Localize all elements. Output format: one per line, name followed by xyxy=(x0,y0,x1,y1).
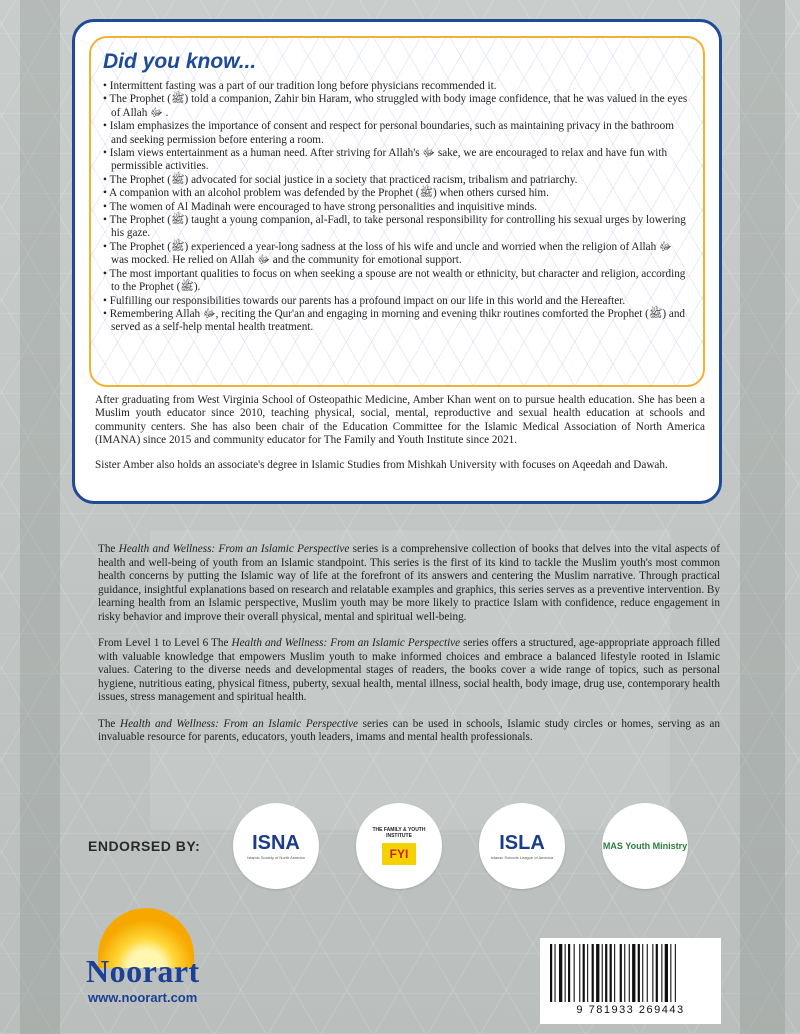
background-pillar xyxy=(20,0,60,1034)
barcode-bar xyxy=(661,944,662,1002)
barcode-bar xyxy=(587,944,588,1002)
barcode-bar xyxy=(568,944,570,1002)
fact-item: • The women of Al Madinah were encouraged to have strong personalities and inquisitive minds. xyxy=(103,201,689,214)
fact-item: • The Prophet (ﷺ) told a companion, Zahir bin Haram, who struggled with body image confidence, that he was valued in the eyes of Allah ﷻ . xyxy=(103,93,689,120)
description-paragraph xyxy=(98,543,720,624)
barcode-bar xyxy=(605,944,607,1002)
isla-logo xyxy=(479,803,565,889)
mas-logo-text: MAS Youth Ministry xyxy=(602,841,688,851)
barcode-bar xyxy=(620,944,622,1002)
mas-youth-logo xyxy=(602,803,688,889)
barcode-bar xyxy=(652,944,653,1002)
did-you-know-panel xyxy=(89,36,705,387)
fyi-logo-ring-text: THE FAMILY & YOUTH INSTITUTE xyxy=(372,827,426,839)
text-run: The xyxy=(98,543,119,555)
barcode-bar xyxy=(675,944,676,1002)
barcode-bar xyxy=(559,944,562,1002)
did-you-know-title: Did you know... xyxy=(103,50,257,73)
barcode-bar xyxy=(550,944,552,1002)
barcode-bar xyxy=(632,944,635,1002)
text-run: The xyxy=(98,717,120,730)
barcode-bar xyxy=(602,944,603,1002)
barcode-bar xyxy=(656,944,658,1002)
barcode-bar xyxy=(565,944,566,1002)
text-run: series offers a structured, age-appropriate approach filled with valuable knowledge that empowers Muslim youth to make informed choices and embrace a balanced lifestyle rooted in Islamic values. Catering to the diverse needs and developmental stages of readers, the books cover a wide range of topics, such as personal hygiene, nutritious eating, physical fitness, puberty, sexual health, mental illness, social health, body image, drug use, contemporary health issues, stress management and spiritual health. xyxy=(98,637,720,703)
isbn-barcode xyxy=(540,938,721,1024)
publisher-name: Noorart xyxy=(86,953,200,989)
isna-logo-subtext: Islamic Society of North America xyxy=(247,855,305,860)
barcode-bar xyxy=(624,944,625,1002)
author-bio xyxy=(95,394,705,483)
description-paragraph xyxy=(98,718,720,745)
info-card xyxy=(72,19,722,504)
fact-item: • Islam views entertainment as a human need. After striving for Allah's ﷻ sake, we are encouraged to relax and have fun with permissible activities. xyxy=(103,147,689,174)
series-title: Health and Wellness: From an Islamic Perspective xyxy=(120,717,359,730)
fact-item: • Fulfilling our responsibilities towards our parents has a profound impact on our life in this world and the Hereafter. xyxy=(103,295,689,308)
fyi-logo xyxy=(356,803,442,889)
barcode-bar xyxy=(555,944,556,1002)
isna-logo-text: ISNA xyxy=(252,832,300,854)
barcode-bar xyxy=(583,944,585,1002)
fact-item: • The most important qualities to focus on when seeking a spouse are not wealth or ethnicity, but character and religion, according to the Prophet (ﷺ). xyxy=(103,268,689,295)
fact-item: • Islam emphasizes the importance of consent and respect for personal boundaries, such as maintaining privacy in the bathroom and seeking permission before entering a room. xyxy=(103,120,689,147)
isbn-digits: 9 781933 269443 xyxy=(576,1004,685,1016)
barcode-bar xyxy=(579,944,580,1002)
isla-logo-text: ISLA xyxy=(499,832,545,854)
series-title: Health and Wellness: From an Islamic Perspective xyxy=(231,637,461,649)
author-bio-paragraph: After graduating from West Virginia School of Osteopathic Medicine, Amber Khan went on to pursue health education. She has been a Muslim youth educator since 2010, teaching physical, social, mental, reproductive and sexual health education at schools and community centers. She has also been chair of the Education Committee for the Islamic Medical Association of North America (IMANA) since 2015 and community educator for The Family and Youth Institute since 2021. xyxy=(95,394,705,447)
fact-item: • A companion with an alcohol problem was defended by the Prophet (ﷺ) when others cursed him. xyxy=(103,187,689,200)
isna-logo xyxy=(233,803,319,889)
facts-list xyxy=(103,80,689,335)
barcode-bar xyxy=(574,944,575,1002)
fyi-logo-text: FYI xyxy=(382,843,416,865)
background-pillar xyxy=(740,0,785,1034)
description-paragraph xyxy=(98,637,720,705)
barcode-bar xyxy=(647,944,648,1002)
barcode-bar xyxy=(596,944,599,1002)
barcode-bar xyxy=(665,944,668,1002)
fact-item: • The Prophet (ﷺ) advocated for social justice in a society that practiced racism, tribalism and patriarchy. xyxy=(103,174,689,187)
publisher-url: www.noorart.com xyxy=(88,990,198,1005)
barcode-bar xyxy=(614,944,615,1002)
author-bio-paragraph: Sister Amber also holds an associate's degree in Islamic Studies from Mishkah University with focuses on Aqeedah and Dawah. xyxy=(95,458,668,471)
barcode-bar xyxy=(670,944,671,1002)
fact-item: • The Prophet (ﷺ) experienced a year-long sadness at the loss of his wife and uncle and worried when the religion of Allah ﷻ was mocked. He relied on Allah ﷻ and the community for emotional support. xyxy=(103,241,689,268)
barcode-bar xyxy=(629,944,630,1002)
text-run: series is a comprehensive collection of books that delves into the vital aspects of health and well-being of youth from an Islamic standpoint. This series is the first of its kind to tackle the Muslim youth's most common health concerns by putting the Islamic way of life at the forefront of its answers and centering the Muslim narrative. Through practical guidance, insightful explanations based on research and relatable examples and graphics, this series serves as a preventive intervention. By learning health from an Islamic perspective, Muslim youth may be more likely to practice Islam with confidence, reduce engagement in risky behavior and improve their overall physical, mental and spiritual well-being. xyxy=(98,543,720,623)
barcode-bar xyxy=(642,944,643,1002)
text-run: series can be used in schools, Islamic study circles or homes, serving as an invaluable resource for parents, educators, youth leaders, imams and mental health professionals. xyxy=(98,717,720,743)
series-description xyxy=(98,543,720,758)
text-run: From Level 1 to Level 6 The xyxy=(98,637,232,649)
series-title: Health and Wellness: From an Islamic Perspective xyxy=(118,543,350,555)
barcode-bar xyxy=(638,944,640,1002)
fact-item: • The Prophet (ﷺ) taught a young companion, al-Fadl, to take personal responsibility for controlling his sexual urges by lowering his gaze. xyxy=(103,214,689,241)
isla-logo-subtext: Islamic Schools League of America xyxy=(490,855,554,860)
barcode-bar xyxy=(592,944,594,1002)
barcode-bar xyxy=(610,944,612,1002)
endorsed-by-label: ENDORSED BY: xyxy=(88,838,201,854)
fact-item: • Intermittent fasting was a part of our tradition long before physicians recommended it. xyxy=(103,80,689,93)
fact-item: • Remembering Allah ﷻ, reciting the Qur'an and engaging in morning and evening thikr routines comforted the Prophet (ﷺ) and served as a self-help mental health treatment. xyxy=(103,308,689,335)
barcode-bars xyxy=(548,944,713,1002)
